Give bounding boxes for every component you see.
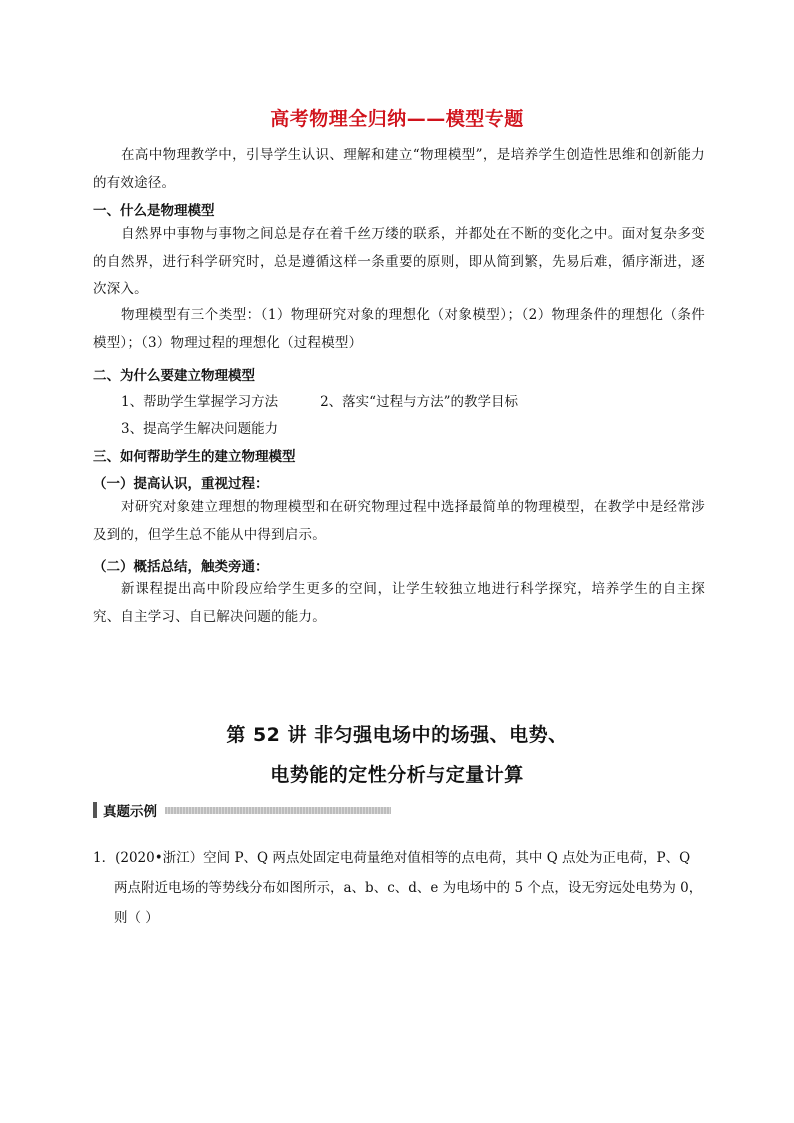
question-line-3: 则（ ） xyxy=(114,910,159,926)
subsection-2-heading: （二）概括总结，触类旁通： xyxy=(93,559,269,575)
document-title: 高考物理全归纳——模型专题 xyxy=(270,108,524,130)
section-2-items-row xyxy=(121,390,518,410)
intro-paragraph: 在高中物理教学中，引导学生认识、理解和建立“物理模型”，是培养学生创造性思维和创新能力的有效途径。 xyxy=(93,147,705,191)
subsection-2-text: 新课程提出高中阶段应给学生更多的空间，让学生较独立地进行科学探究，培养学生的自主探究、自主学习、自已解决问题的能力。 xyxy=(93,581,705,625)
section-label-bar xyxy=(93,801,391,819)
question-1 xyxy=(93,843,707,933)
section-1-paragraph-1: 自然界中事物与事物之间总是存在着千丝万缕的联系，并都处在不断的变化之中。面对复杂多变的自然界，进行科学研究时，总是遵循这样一条重要的原则，即从简到繁，先易后难，循序渐进，逐次深入。 xyxy=(93,226,705,297)
subsection-1-text: 对研究对象建立理想的物理模型和在研究物理过程中选择最简单的物理模型，在教学中是经常涉及到的，但学生总不能从中得到启示。 xyxy=(93,499,705,543)
lecture-title-line-2: 电势能的定性分析与定量计算 xyxy=(270,764,524,786)
section-rule xyxy=(165,807,391,814)
section-marker xyxy=(93,802,97,818)
question-line-1: 1．(2020•浙江）空间 P、Q 两点处固定电荷量绝对值相等的点电荷，其中 Q 点处为正电荷，P、Q xyxy=(93,850,691,866)
section-1-heading: 一、什么是物理模型 xyxy=(93,203,215,219)
section-2-item-3: 3、提高学生解决问题能力 xyxy=(121,421,279,437)
section-2-heading: 二、为什么要建立物理模型 xyxy=(93,368,255,384)
section-1-paragraph-2: 物理模型有三个类型：（1）物理研究对象的理想化（对象模型）；（2）物理条件的理想化（条件模型）；（3）物理过程的理想化（过程模型） xyxy=(93,307,705,351)
lecture-title-line-1: 第 52 讲 非匀强电场中的场强、电势、 xyxy=(226,724,568,746)
section-3-heading: 三、如何帮助学生的建立物理模型 xyxy=(93,449,296,465)
question-line-2: 两点附近电场的等势线分布如图所示，a、b、c、d、e 为电场中的 5 个点，设无穷远处电势为 0， xyxy=(114,880,703,896)
section-2-item-2: 2、落实“过程与方法”的教学目标 xyxy=(320,394,518,410)
section-label: 真题示例 xyxy=(103,804,157,820)
section-2-item-1: 1、帮助学生掌握学习方法 xyxy=(121,394,279,410)
subsection-1-heading: （一）提高认识，重视过程： xyxy=(93,476,269,492)
